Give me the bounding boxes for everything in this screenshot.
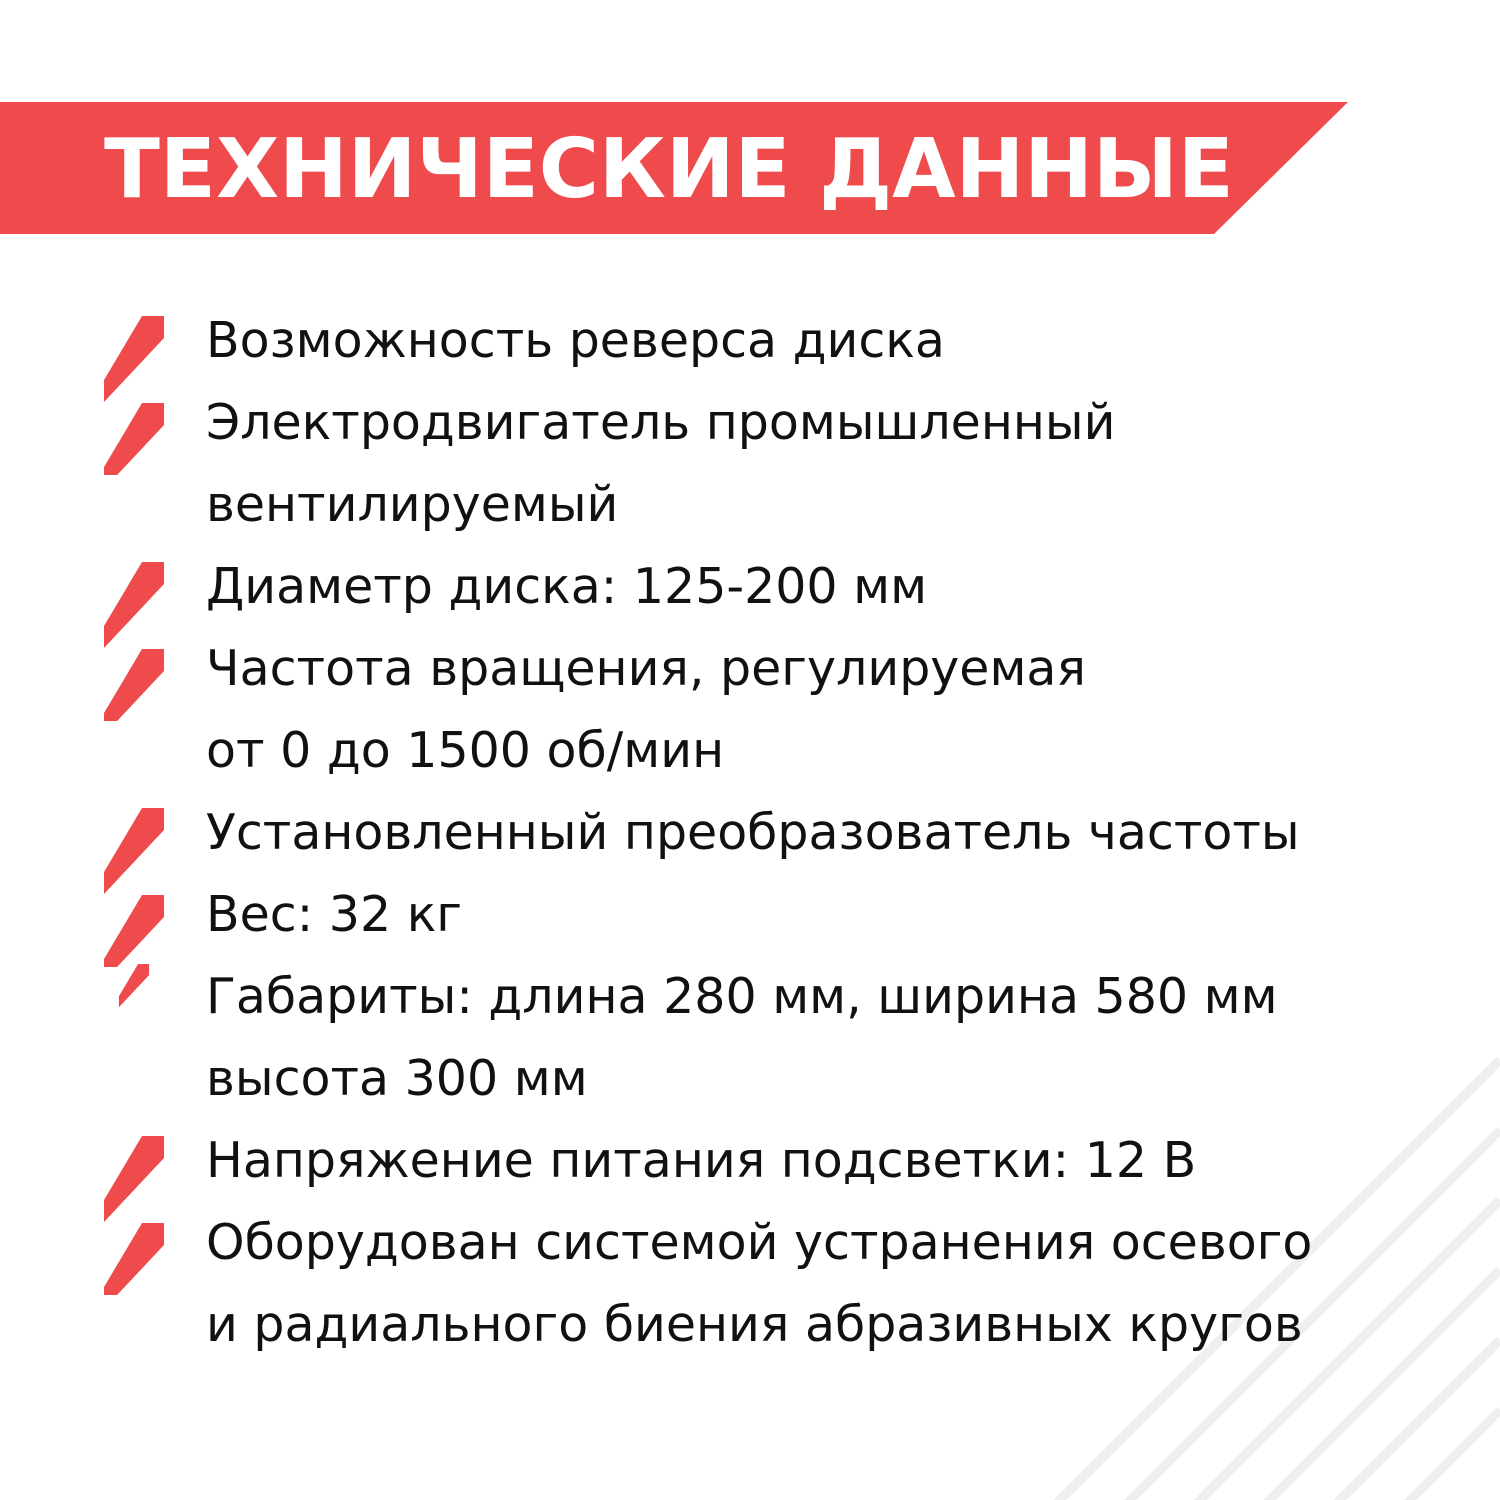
spec-text: Оборудован системой устранения осевого и радиального биения абразивных кругов xyxy=(206,1214,1313,1353)
spec-text: Габариты: длина 280 мм, ширина 580 мм высота 300 мм xyxy=(206,968,1278,1107)
red-slash-marker-icon xyxy=(104,546,164,721)
spec-text: Электродвигатель промышленный вентилируемый xyxy=(206,394,1116,533)
red-slash-marker-icon xyxy=(104,792,164,967)
red-slash-marker-icon xyxy=(104,300,164,475)
page-title: ТЕХНИЧЕСКИЕ ДАННЫЕ xyxy=(104,122,1234,217)
spec-text: Установленный преобразователь частоты xyxy=(206,804,1300,861)
red-slash-marker-icon xyxy=(104,956,164,1044)
spec-text: Напряжение питания подсветки: 12 В xyxy=(206,1132,1197,1189)
red-slash-marker-icon xyxy=(104,1120,164,1295)
spec-text: Частота вращения, регулируемая от 0 до 1500 об/мин xyxy=(206,640,1086,779)
spec-text: Диаметр диска: 125-200 мм xyxy=(206,558,928,615)
spec-text: Возможность реверса диска xyxy=(206,312,945,369)
spec-text: Вес: 32 кг xyxy=(206,886,463,943)
